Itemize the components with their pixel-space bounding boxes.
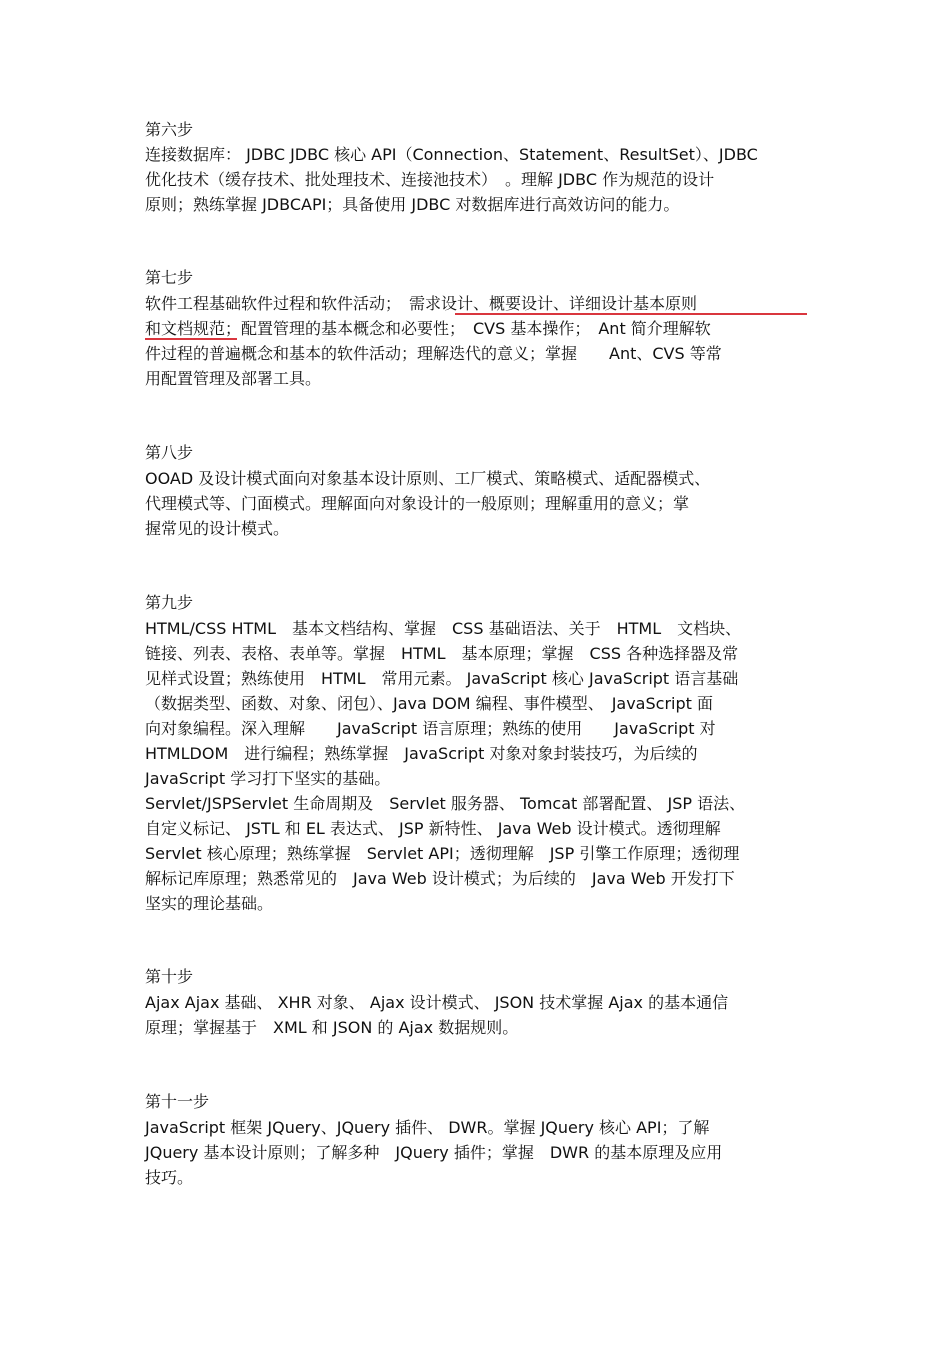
text-line: 技巧。 xyxy=(145,1168,194,1187)
section-heading-9: 第九步 xyxy=(145,593,194,612)
text-line: 软件工程基础软件过程和软件活动； 需求设计、概要设计、详细设计基本原则 xyxy=(145,294,698,313)
text-line: OOAD 及设计模式面向对象基本设计原则、工厂模式、策略模式、适配器模式、 xyxy=(145,469,711,488)
text-line: Ajax Ajax 基础、 XHR 对象、 Ajax 设计模式、 JSON 技术掌握 Ajax 的基本通信 xyxy=(145,993,729,1012)
text-line: 连接数据库： JDBC JDBC 核心 API（Connection、Statement、ResultSet）、JDBC xyxy=(145,145,758,164)
text-line: （数据类型、函数、对象、闭包）、Java DOM 编程、事件模型、 JavaScript 面 xyxy=(145,694,713,713)
text-line: 向对象编程。深入理解 JavaScript 语言原理；熟练的使用 JavaScript 对 xyxy=(145,719,716,738)
text-line: 件过程的普遍概念和基本的软件活动；理解迭代的意义；掌握 Ant、CVS 等常 xyxy=(145,344,722,363)
red-underline-annotation xyxy=(455,313,807,315)
text-line: Servlet/JSPServlet 生命周期及 Servlet 服务器、 Tomcat 部署配置、 JSP 语法、 xyxy=(145,794,746,813)
red-underline-annotation xyxy=(145,338,237,340)
text-line: 见样式设置；熟练使用 HTML 常用元素。 JavaScript 核心 JavaScript 语言基础 xyxy=(145,669,739,688)
text-line: 和文档规范；配置管理的基本概念和必要性； CVS 基本操作； Ant 简介理解软 xyxy=(145,319,711,338)
section-heading-6: 第六步 xyxy=(145,120,194,139)
text-line: 握常见的设计模式。 xyxy=(145,519,290,538)
section-heading-8: 第八步 xyxy=(145,443,194,462)
text-line: 原则；熟练掌握 JDBCAPI；具备使用 JDBC 对数据库进行高效访问的能力。 xyxy=(145,195,680,214)
text-line: 原理；掌握基于 XML 和 JSON 的 Ajax 数据规则。 xyxy=(145,1018,519,1037)
section-heading-11: 第十一步 xyxy=(145,1092,210,1111)
text-line: 代理模式等、门面模式。理解面向对象设计的一般原则；理解重用的意义；掌 xyxy=(145,494,690,513)
text-line: JQuery 基本设计原则；了解多种 JQuery 插件；掌握 DWR 的基本原理及应用 xyxy=(145,1143,723,1162)
text-line: Servlet 核心原理；熟练掌握 Servlet API；透彻理解 JSP 引擎工作原理；透彻理 xyxy=(145,844,740,863)
section-heading-10: 第十步 xyxy=(145,967,194,986)
text-line: HTMLDOM 进行编程；熟练掌握 JavaScript 对象对象封装技巧，为后续的 xyxy=(145,744,698,763)
text-line: 解标记库原理；熟悉常见的 Java Web 设计模式；为后续的 Java Web 开发打下 xyxy=(145,869,735,888)
text-line: 用配置管理及部署工具。 xyxy=(145,369,322,388)
text-line: HTML/CSS HTML 基本文档结构、掌握 CSS 基础语法、关于 HTML 文档块、 xyxy=(145,619,742,638)
text-line: 优化技术（缓存技术、批处理技术、连接池技术） 。理解 JDBC 作为规范的设计 xyxy=(145,170,715,189)
text-line: JavaScript 框架 JQuery、JQuery 插件、 DWR。掌握 JQuery 核心 API；了解 xyxy=(145,1118,710,1137)
text-line: 坚实的理论基础。 xyxy=(145,894,274,913)
section-heading-7: 第七步 xyxy=(145,268,194,287)
text-line: JavaScript 学习打下坚实的基础。 xyxy=(145,769,391,788)
text-line: 自定义标记、 JSTL 和 EL 表达式、 JSP 新特性、 Java Web 设计模式。透彻理解 xyxy=(145,819,721,838)
text-line: 链接、列表、表格、表单等。掌握 HTML 基本原理；掌握 CSS 各种选择器及常 xyxy=(145,644,739,663)
